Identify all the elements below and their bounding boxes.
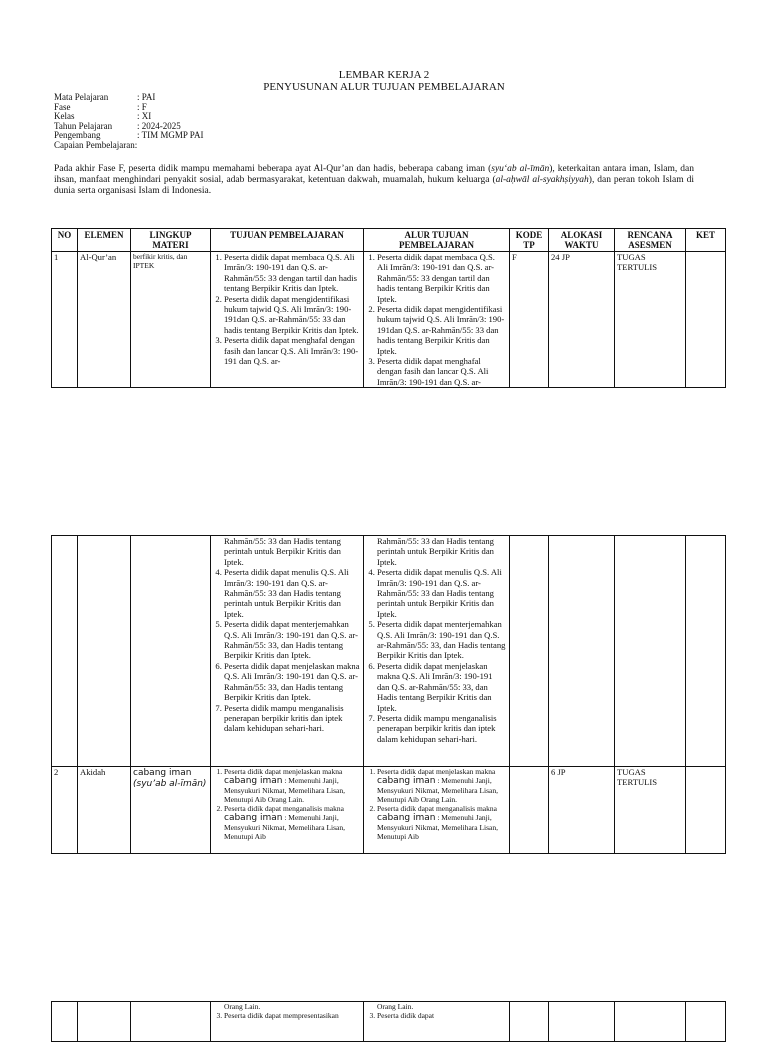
- cell-ket: [686, 767, 726, 854]
- cell-asesmen: [615, 1002, 686, 1042]
- list-item: [224, 804, 361, 841]
- item-text: : Memenuhi Janji, Mensyukuri Nikmat, Memelihara Lisan, Menutupi Aib: [224, 813, 346, 841]
- list-item: 6. Peserta didik dapat menjelaskan makna Q.S. Ali Imrān/3: 190-191 dan Q.S. ar-Rahmān/55: 33, dan Hadis tentang Berpikir Kritis dan Iptek.: [377, 661, 507, 713]
- list-item: [377, 804, 507, 841]
- meta-row-mapel: [54, 93, 203, 103]
- table-row: [52, 767, 726, 854]
- list-item: 4. Peserta didik dapat menulis Q.S. Ali Imrān/3: 190-191 dan Q.S. ar-Rahmān/55: 33 dan Hadis tentang perintah untuk Berpikir Kritis dan Iptek.: [377, 567, 507, 619]
- item-term: cabang iman: [377, 813, 436, 823]
- worksheet-subtitle: PENYUSUNAN ALUR TUJUAN PEMBELAJARAN: [263, 81, 505, 93]
- cell-tujuan: [211, 1002, 364, 1042]
- table-row: [52, 252, 726, 388]
- cell-lingkup: [131, 1002, 211, 1042]
- cell-alur: [364, 252, 510, 388]
- continued-text: Rahmān/55: 33 dan Hadis tentang perintah untuk Berpikir Kritis dan Iptek.: [224, 536, 341, 567]
- capaian-text: ), dan peran tokoh Islam di dunia serta organisasi Islam di Indonesia.: [54, 175, 694, 196]
- capaian-paragraph: [54, 164, 694, 197]
- cell-lingkup: berfikir kritis, dan IPTEK: [131, 252, 211, 388]
- list-item: 4. Peserta didik dapat menulis Q.S. Ali Imrān/3: 190-191 dan Q.S. ar-Rahmān/55: 33 dan Hadis tentang perintah untuk Berpikir Kritis dan Iptek.: [224, 567, 361, 619]
- cell-elemen: [78, 1002, 131, 1042]
- meta-value: : F: [137, 101, 147, 112]
- meta-value: : TIM MGMP PAI: [137, 130, 204, 141]
- cell-asesmen: TUGAS TERTULIS: [615, 767, 686, 854]
- cell-no: [52, 536, 78, 767]
- meta-row-fase: [54, 103, 203, 113]
- meta-value: : XI: [137, 111, 152, 122]
- item-text: : Memenuhi Janji, Mensyukuri Nikmat, Memelihara Lisan, Menutupi Aib: [377, 813, 499, 841]
- atp-table: [51, 228, 726, 388]
- list-item: 1. Peserta didik dapat membaca Q.S. Ali Imrān/3: 190-191 dan Q.S. ar-Rahmān/55: 33 dengan tartil dan hadis tentang Berpikir Kritis dan Iptek.: [224, 252, 361, 294]
- cell-no: 1: [52, 252, 78, 388]
- header-ket: KET: [686, 229, 726, 252]
- list-item: 3. Peserta didik dapat menghafal dengan fasih dan lancar Q.S. Ali Imrān/3: 190-191 dan Q.S. ar-: [224, 335, 361, 366]
- table-row: [52, 536, 726, 767]
- item-term: cabang iman: [377, 776, 436, 786]
- cell-lingkup: [131, 536, 211, 767]
- worksheet-title: LEMBAR KERJA 2: [338, 69, 430, 81]
- list-item: 5. Peserta didik dapat menterjemahkan Q.S. Ali Imrān/3: 190-191 dan Q.S. ar-Rahmān/55: 33, dan Hadis tentang Berpikir Kritis dan Iptek.: [377, 619, 507, 661]
- list-item: [224, 767, 361, 804]
- continued-text: Orang Lain.: [224, 1002, 261, 1011]
- cell-elemen: Akidah: [78, 767, 131, 854]
- table-row: [52, 1002, 726, 1042]
- cell-alur: [364, 767, 510, 854]
- capaian-text: ), keterkaitan antara iman, Islam, dan ihsan, manfaat menghindari penyakit sosial, adab bermasyarakat, ketentuan dakwah, muamalah, hukum keluarga (: [54, 164, 694, 185]
- atp-table-continued-2: [51, 1001, 726, 1042]
- capaian-term: al-aḥwāl al-syakhṣiyyah: [495, 175, 589, 185]
- meta-label: Fase: [54, 101, 71, 112]
- list-item: 2. Peserta didik dapat mengidentifikasi hukum tajwid Q.S. Ali Imrān/3: 190-191dan Q.S. ar-Rahmān/55: 33 dan hadis tentang Berpikir Kritis dan Iptek.: [377, 304, 507, 356]
- cell-kode: [510, 767, 549, 854]
- list-item: 3. Peserta didik dapat menghafal dengan fasih dan lancar Q.S. Ali Imrān/3: 190-191 dan Q.S. ar-: [377, 356, 507, 387]
- header-lingkup: LINGKUP MATERI: [131, 229, 211, 252]
- continued-text: Orang Lain.: [377, 1002, 414, 1011]
- meta-block: [54, 93, 203, 151]
- cell-alokasi: 24 JP: [549, 252, 615, 388]
- meta-value: : PAI: [137, 92, 156, 102]
- meta-value: : 2024-2025: [137, 120, 181, 131]
- capaian-text: Pada akhir Fase F, peserta didik mampu memahami beberapa ayat Al-Qur’an dan hadis, beberapa cabang iman (: [54, 164, 492, 174]
- header-kode: KODE TP: [510, 229, 549, 252]
- cell-kode: [510, 1002, 549, 1042]
- item-text: Peserta didik dapat menganalisis makna: [377, 804, 497, 813]
- cell-alur: [364, 536, 510, 767]
- lingkup-sub: (syu’ab al-īmān): [133, 779, 207, 790]
- continued-text: Rahmān/55: 33 dan Hadis tentang perintah untuk Berpikir Kritis dan Iptek.: [377, 536, 494, 567]
- list-item: [377, 767, 507, 804]
- header-alokasi: ALOKASI WAKTU: [549, 229, 615, 252]
- header-no: NO: [52, 229, 78, 252]
- table-header-row: [52, 229, 726, 252]
- cell-asesmen: [615, 536, 686, 767]
- item-term: cabang iman: [224, 776, 283, 786]
- cell-tujuan: [211, 252, 364, 388]
- meta-label: Capaian Pembelajaran:: [54, 139, 138, 150]
- cell-tujuan: [211, 536, 364, 767]
- header-asesmen: RENCANA ASESMEN: [615, 229, 686, 252]
- header-elemen: ELEMEN: [78, 229, 131, 252]
- cell-tujuan: [211, 767, 364, 854]
- item-text: Peserta didik dapat menjelaskan makna: [224, 767, 343, 776]
- item-text: Peserta didik dapat menganalisis makna: [224, 804, 344, 813]
- list-item: 1. Peserta didik dapat membaca Q.S. Ali Imrān/3: 190-191 dan Q.S. ar-Rahmān/55: 33 dengan tartil dan hadis tentang Berpikir Kritis dan Iptek.: [377, 252, 507, 304]
- capaian-term: syu‘ab al-īmān: [491, 164, 550, 174]
- list-item: 3. Peserta didik dapat: [377, 1011, 507, 1020]
- meta-label: Mata Pelajaran: [54, 92, 109, 102]
- cell-alokasi: [549, 1002, 615, 1042]
- cell-elemen: Al-Qur’an: [78, 252, 131, 388]
- cell-asesmen: TUGAS TERTULIS: [615, 252, 686, 388]
- list-item: 2. Peserta didik dapat mengidentifikasi hukum tajwid Q.S. Ali Imrān/3: 190-191dan Q.S. ar-Rahmān/55: 33 dan hadis tentang Berpikir Kritis dan Iptek.: [224, 294, 361, 336]
- meta-label: Tahun Pelajaran: [54, 120, 113, 131]
- cell-no: 2: [52, 767, 78, 854]
- list-item: 5. Peserta didik dapat menterjemahkan Q.S. Ali Imrān/3: 190-191 dan Q.S. ar-Rahmān/55: 33, dan Hadis tentang Berpikir Kritis dan Iptek.: [224, 619, 361, 661]
- cell-alokasi: [549, 536, 615, 767]
- cell-kode: F: [510, 252, 549, 388]
- header-tujuan: TUJUAN PEMBELAJARAN: [211, 229, 364, 252]
- lingkup-main: cabang iman: [133, 768, 192, 778]
- header-alur: ALUR TUJUAN PEMBELAJARAN: [364, 229, 510, 252]
- list-item: 7. Peserta didik mampu menganalisis penerapan berpikir kritis dan iptek dalam kehidupan sehari-hari.: [224, 703, 361, 734]
- list-item: 6. Peserta didik dapat menjelaskan makna Q.S. Ali Imrān/3: 190-191 dan Q.S. ar-Rahmān/55: 33, dan Hadis tentang Berpikir Kritis dan Iptek.: [224, 661, 361, 703]
- cell-ket: [686, 252, 726, 388]
- item-text: Peserta didik dapat menjelaskan makna: [377, 767, 496, 776]
- cell-ket: [686, 536, 726, 767]
- cell-alur: [364, 1002, 510, 1042]
- atp-table-continued: [51, 535, 726, 854]
- item-term: cabang iman: [224, 813, 283, 823]
- meta-row-capaian: [54, 141, 203, 151]
- item-text: : Memenuhi Janji, Mensyukuri Nikmat, Memelihara Lisan, Menutupi Aib Orang Lain.: [224, 776, 346, 804]
- meta-label: Kelas: [54, 111, 75, 122]
- item-text: : Memenuhi Janji, Mensyukuri Nikmat, Memelihara Lisan, Menutupi Aib Orang Lain.: [377, 776, 499, 804]
- cell-no: [52, 1002, 78, 1042]
- cell-alokasi: 6 JP: [549, 767, 615, 854]
- cell-kode: [510, 536, 549, 767]
- cell-ket: [686, 1002, 726, 1042]
- cell-elemen: [78, 536, 131, 767]
- list-item: 3. Peserta didik dapat mempresentasikan: [224, 1011, 361, 1020]
- cell-lingkup: [131, 767, 211, 854]
- meta-label: Pengembang: [54, 130, 101, 141]
- list-item: 7. Peserta didik mampu menganalisis penerapan berpikir kritis dan iptek dalam kehidupan sehari-hari.: [377, 713, 507, 744]
